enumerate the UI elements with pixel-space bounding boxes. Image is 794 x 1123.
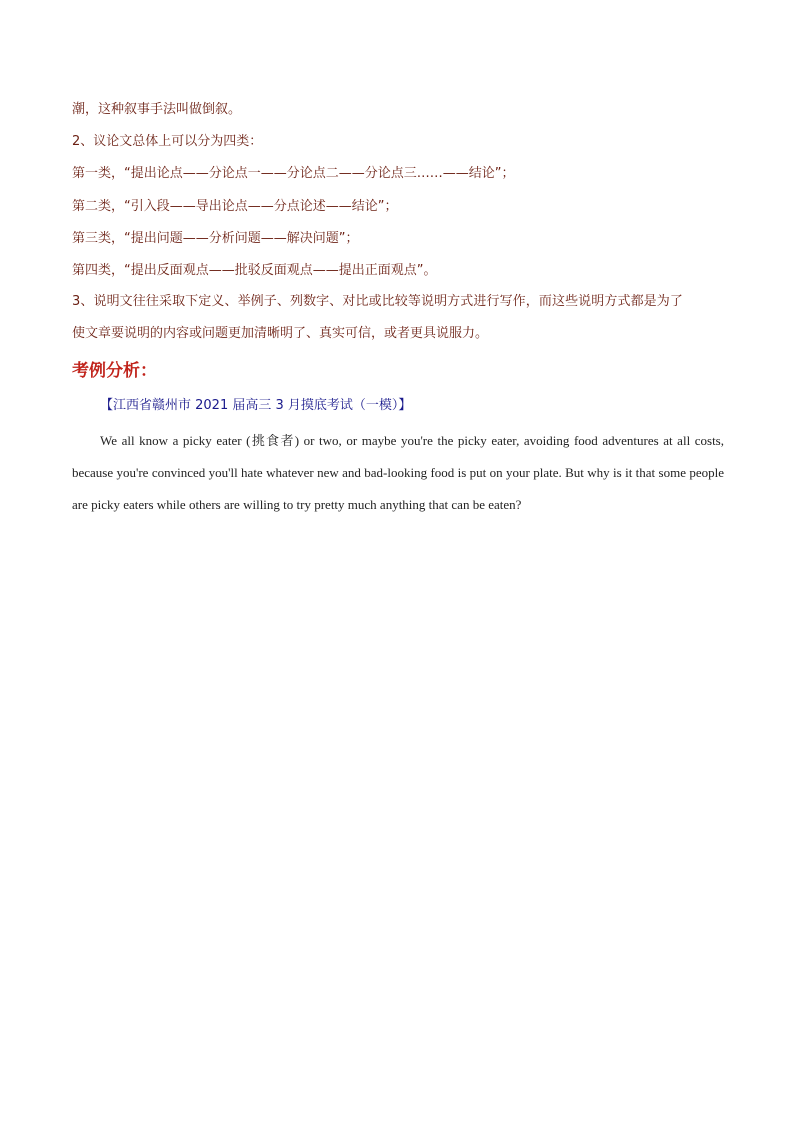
reading-passage: We all know a picky eater (挑食者) or two, or maybe you're the picky eater, avoiding food adventures at all costs, because you're convinced you'll hate whatever new and bad-looking food is put on your plate. But why is it that some people are picky eaters while others are willing to try pretty much anything that can be eaten? (72, 433, 724, 512)
example-analysis-heading: 考例分析： (72, 361, 157, 381)
argument-type-1: 第一类，“提出论点——分论点一——分论点二——分论点三……——结论”； (72, 166, 515, 181)
point-3-line-2: 使文章要说明的内容或问题更加清晰明了、真实可信，或者更具说服力。 (72, 326, 489, 341)
text-line-continuation: 潮，这种叙事手法叫做倒叙。 (72, 102, 242, 117)
argument-type-3: 第三类，“提出问题——分析问题——解决问题”； (72, 231, 359, 246)
exam-source-label: 【江西省赣州市 2021 届高三 3 月摸底考试（一模）】 (100, 398, 412, 413)
point-2-title: 2、议论文总体上可以分为四类： (72, 134, 263, 149)
argument-type-4: 第四类，“提出反面观点——批驳反面观点——提出正面观点”。 (72, 263, 437, 278)
point-3-line-1: 3、说明文往往采取下定义、举例子、列数字、对比或比较等说明方式进行写作，而这些说明方式都是为了 (72, 294, 683, 309)
argument-type-2: 第二类，“引入段——导出论点——分点论述——结论”； (72, 199, 398, 214)
